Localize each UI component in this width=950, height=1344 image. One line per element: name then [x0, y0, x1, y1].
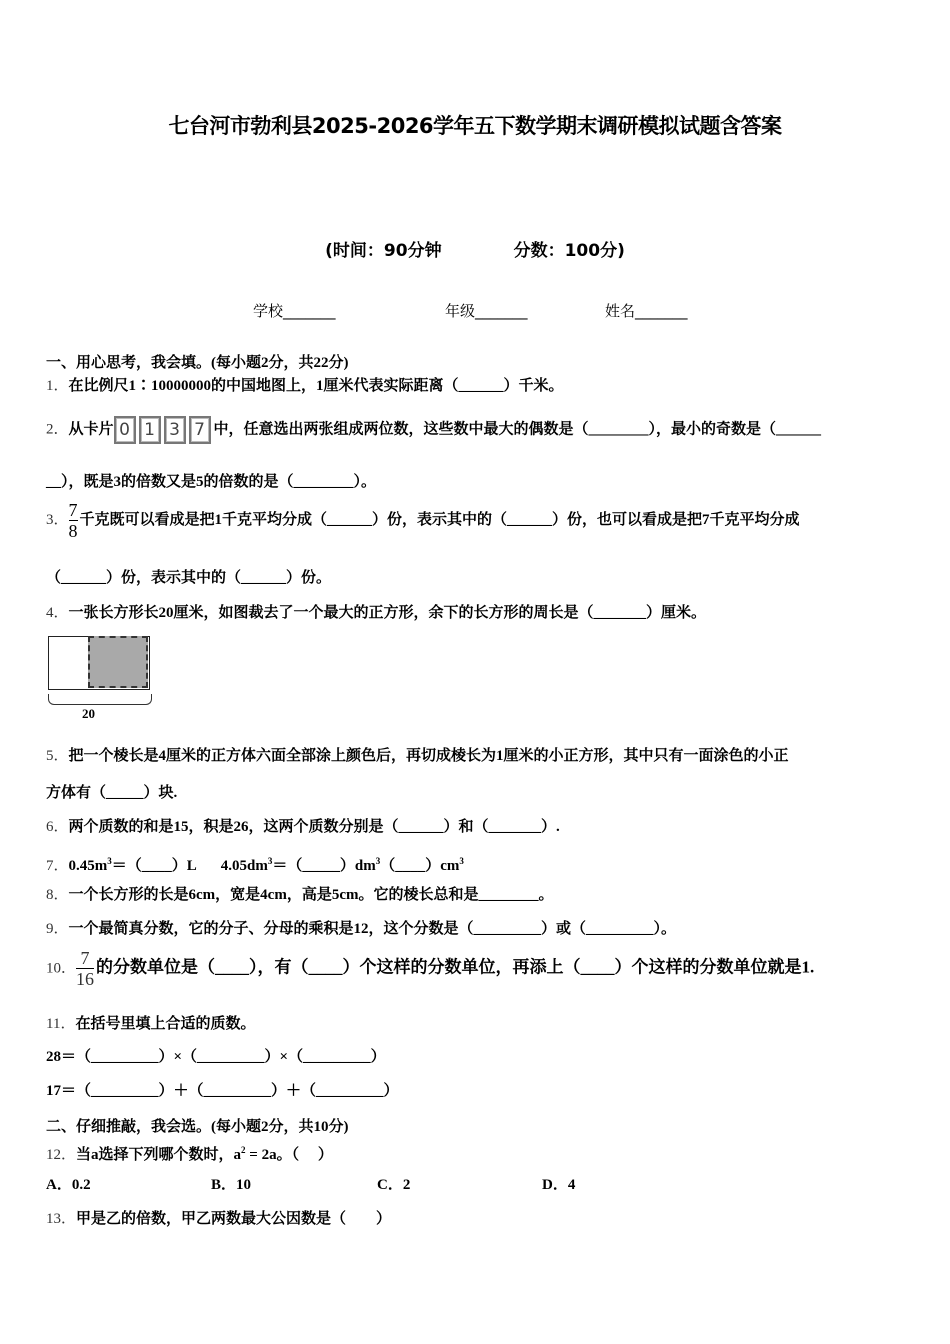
- question-text: 甲是乙的倍数，甲乙两数最大公因数是（ ）: [76, 1211, 392, 1227]
- question-number: 3．: [46, 511, 69, 528]
- question-11: [46, 1014, 255, 1034]
- fraction: $\frac{7}{8}$: [68, 500, 78, 541]
- question-5: [46, 746, 789, 766]
- question-text: 在括号里填上合适的质数。: [75, 1016, 256, 1032]
- digit-card: 1: [139, 416, 161, 444]
- question-number: 9．: [46, 921, 69, 937]
- question-text: 一个长方形的长是6cm，宽是4cm，高是5cm。它的棱长总和是________。: [68, 887, 554, 903]
- question-text: 一个最简真分数，它的分子、分母的乘积是12，这个分数是（_________）或（_________）。: [68, 921, 677, 937]
- name-field[interactable]: 姓名_______: [605, 302, 688, 320]
- question-8: [46, 885, 553, 905]
- question-number: 5．: [46, 748, 69, 764]
- question-text: 千克既可以看成是把1千克平均分成（______）份，表示其中的（______）份，也可以看成是把7千克平均分成: [79, 511, 800, 528]
- page-title: 七台河市勃利县2025-2026学年五下数学期末调研模拟试题含答案: [168, 114, 782, 138]
- total-score: 分数：100分): [513, 241, 625, 261]
- question-number: 10．: [46, 960, 77, 977]
- digit-card: 0: [114, 416, 136, 444]
- question-text: 从卡片: [68, 421, 114, 438]
- question-4: [46, 603, 706, 623]
- grade-field[interactable]: 年级_______: [445, 302, 528, 320]
- question-number: 2．: [46, 421, 69, 438]
- question-13: [46, 1209, 391, 1229]
- option-b[interactable]: B．10: [211, 1177, 252, 1193]
- equation-17: 17＝（_________）＋（_________）＋（_________）: [46, 1083, 399, 1099]
- option-d[interactable]: D．4: [542, 1177, 576, 1193]
- question-9: [46, 919, 676, 939]
- question-2: [46, 416, 821, 444]
- time-limit: (时间：90分钟: [325, 241, 442, 261]
- digit-cards: [114, 416, 214, 444]
- question-number: 7．: [46, 858, 69, 874]
- rectangle-figure: [48, 636, 152, 721]
- equation-28: 28＝（_________）×（_________）×（_________）: [46, 1049, 386, 1065]
- school-field[interactable]: 学校_______: [253, 302, 336, 320]
- cut-square-shaded: [88, 636, 148, 688]
- question-number: 8．: [46, 887, 69, 903]
- question-5-continued: 方体有（_____）块.: [46, 785, 178, 801]
- exam-info: [0, 236, 950, 261]
- question-text: 两个质数的和是15，积是26，这两个质数分别是（______）和（_______）.: [68, 819, 560, 835]
- question-3: [46, 500, 800, 541]
- question-12: 12．当a选择下列哪个数时，$a^2 = 2a$。（ ）: [46, 1145, 333, 1163]
- question-text: 在比例尺1∶10000000的中国地图上，1厘米代表实际距离（______）千米。: [68, 378, 564, 394]
- question-text: 一张长方形长20厘米，如图裁去了一个最大的正方形，余下的长方形的周长是（_______）厘米。: [68, 605, 707, 621]
- question-2-continued: __），既是3的倍数又是5的倍数的是（________）。: [46, 474, 377, 490]
- question-number: 4．: [46, 605, 69, 621]
- question-text: 把一个棱长是4厘米的正方体六面全部涂上颜色后，再切成棱长为1厘米的小正方形，其中只有一面涂色的小正: [68, 748, 789, 764]
- question-1: [46, 376, 564, 396]
- width-label: 20: [82, 706, 95, 721]
- section2-heading: 二、仔细推敲，我会选。(每小题2分，共10分): [46, 1119, 349, 1135]
- question-7: 7．$0.45m^3=(\_\_\_\_)L$ $4.05dm^3=(\_\_\_\_\_)dm^3(\_\_\_\_)cm^3$: [46, 856, 464, 874]
- section1-heading: 一、用心思考，我会填。(每小题2分，共22分): [46, 355, 349, 371]
- question-10: [46, 948, 814, 989]
- question-number: 11．: [46, 1016, 76, 1032]
- question-number: 12．: [46, 1147, 77, 1163]
- question-number: 6．: [46, 819, 69, 835]
- width-brace: [48, 694, 152, 705]
- fraction: $\frac{7}{16}$: [76, 948, 95, 989]
- digit-card: 3: [164, 416, 186, 444]
- option-a[interactable]: A．0.2: [46, 1177, 91, 1193]
- question-3-continued: （______）份，表示其中的（______）份。: [46, 570, 332, 586]
- option-c[interactable]: C．2: [377, 1177, 411, 1193]
- question-text: 的分数单位是（____），有（____）个这样的分数单位，再添上（____）个这样的分数单位就是1.: [96, 957, 815, 977]
- question-6: [46, 817, 560, 837]
- question-number: 1．: [46, 378, 69, 394]
- digit-card: 7: [189, 416, 211, 444]
- question-number: 13．: [46, 1211, 77, 1227]
- question-text: 中，任意选出两张组成两位数，这些数中最大的偶数是（________），最小的奇数是（______: [213, 421, 822, 438]
